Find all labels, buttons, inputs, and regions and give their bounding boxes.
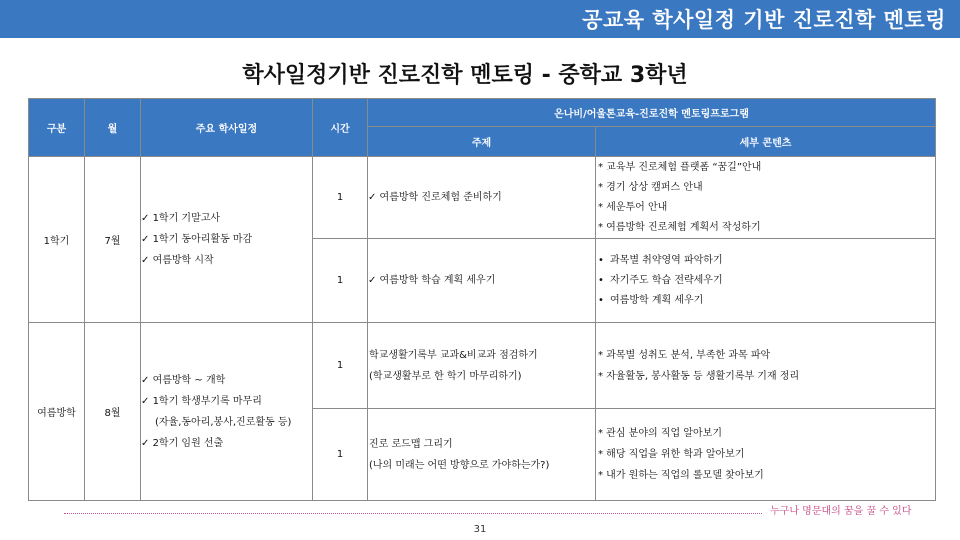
table-row xyxy=(29,323,936,409)
bullet-icon: • xyxy=(598,274,604,286)
topic-text: (나의 미래는 어떤 방향으로 가야하는가?) xyxy=(369,459,550,471)
schedule-item: ✓ 1학기 학생부기록 마무리 xyxy=(141,391,312,412)
schedule-item: ✓ 1학기 기말고사 xyxy=(141,208,312,229)
hours-cell: 1 xyxy=(313,239,368,323)
detail-item: • 과목별 취약영역 파악하기 xyxy=(598,251,935,271)
schedule-item: ✓ 1학기 동아리활동 마감 xyxy=(141,229,312,250)
topic-cell xyxy=(368,323,596,409)
details-cell xyxy=(596,239,936,323)
topic-cell xyxy=(368,157,596,239)
topic-text: (학교생활부로 한 학기 마무리하기) xyxy=(369,370,522,382)
bullet-icon: • xyxy=(598,254,604,266)
detail-item: * 해당 직업을 위한 학과 알아보기 xyxy=(598,449,745,460)
hours-cell: 1 xyxy=(313,323,368,409)
topic-text: 진로 로드맵 그리기 xyxy=(369,438,453,450)
topic-cell xyxy=(368,239,596,323)
detail-item: * 내가 원하는 직업의 롤모델 찾아보기 xyxy=(598,470,764,481)
topic-text: 학교생활기록부 교과&비교과 점검하기 xyxy=(369,349,538,361)
schedule-item: ✓ 여름방학 시작 xyxy=(141,250,312,271)
schedule-cell xyxy=(141,157,313,323)
detail-item: * 경기 상상 캠퍼스 안내 xyxy=(598,181,703,193)
header-schedule: 주요 학사일정 xyxy=(141,99,313,157)
detail-item: * 교육부 진로체험 플랫폼 “꿈길”안내 xyxy=(598,161,762,173)
month-cell: 7월 xyxy=(85,157,141,323)
header-details: 세부 콘텐츠 xyxy=(596,127,936,157)
header-month: 월 xyxy=(85,99,141,157)
header-title: 공교육 학사일정 기반 진로진학 멘토링 xyxy=(582,8,946,32)
table-row xyxy=(29,157,936,239)
details-cell xyxy=(596,323,936,409)
header-program: 온나비/어울톤교육-진로진학 멘토링프로그램 xyxy=(368,99,936,127)
topic-cell xyxy=(368,409,596,501)
page-number: 31 xyxy=(473,524,487,535)
header-division: 구분 xyxy=(29,99,85,157)
month-cell: 8월 xyxy=(85,323,141,501)
detail-item: • 여름방학 계획 세우기 xyxy=(598,291,935,311)
hours-cell: 1 xyxy=(313,157,368,239)
schedule-item: ✓ 여름방학 ~ 개학 xyxy=(141,370,312,391)
schedule-item: ✓ 2학기 임원 선출 xyxy=(141,433,312,454)
footer-divider xyxy=(64,513,762,514)
footer-slogan: 누구나 명문대의 꿈을 꿀 수 있다 xyxy=(770,506,912,517)
detail-item: * 세운투어 안내 xyxy=(598,201,668,213)
detail-item: * 여름방학 진로체험 계획서 작성하기 xyxy=(598,221,761,233)
bullet-icon: • xyxy=(598,294,604,306)
detail-item: * 과목별 성취도 분석, 부족한 과목 파악 xyxy=(598,349,771,361)
topic-text: ✓ 여름방학 학습 계획 세우기 xyxy=(368,275,496,286)
details-cell xyxy=(596,409,936,501)
detail-item: • 자기주도 학습 전략세우기 xyxy=(598,271,935,291)
header-bar xyxy=(0,0,960,38)
detail-item: * 관심 분야의 직업 알아보기 xyxy=(598,428,722,439)
division-cell: 1학기 xyxy=(29,157,85,323)
schedule-item: (자율,동아리,봉사,진로활동 등) xyxy=(155,416,292,428)
division-cell: 여름방학 xyxy=(29,323,85,501)
page-title: 학사일정기반 진로진학 멘토링 - 중학교 3학년 xyxy=(242,63,688,88)
header-topic: 주제 xyxy=(368,127,596,157)
hours-cell: 1 xyxy=(313,409,368,501)
schedule-cell xyxy=(141,323,313,501)
header-hours: 시간 xyxy=(313,99,368,157)
detail-item: * 자율활동, 봉사활동 등 생활기록부 기재 정리 xyxy=(598,370,800,382)
details-cell xyxy=(596,157,936,239)
topic-text: ✓ 여름방학 진로체험 준비하기 xyxy=(368,192,502,203)
mentoring-schedule-table xyxy=(28,98,936,501)
